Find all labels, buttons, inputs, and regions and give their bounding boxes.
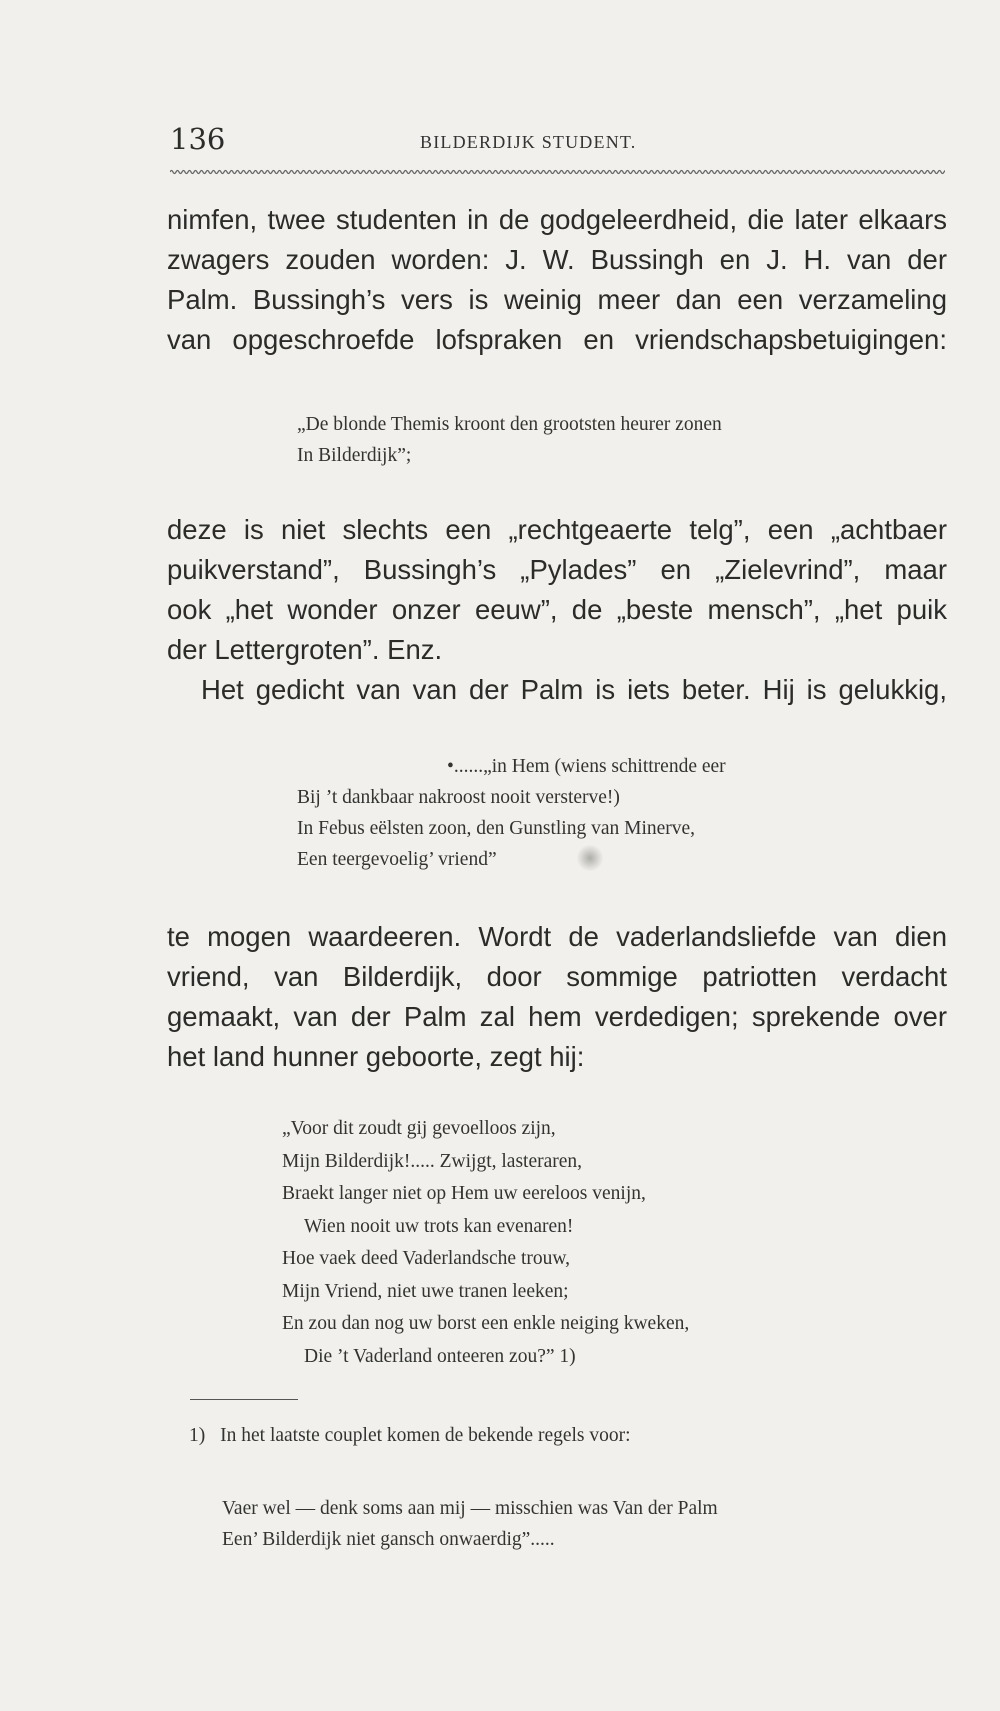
poem-line: Hoe vaek deed Vaderlandsche trouw, <box>282 1248 571 1269</box>
footnote <box>189 1425 631 1447</box>
poem-line: Die ’t Vaderland onteeren zou?” 1) <box>304 1345 576 1367</box>
poem-line: Mijn Bilderdijk!..... Zwijgt, lasteraren, <box>282 1150 583 1172</box>
ink-smudge <box>577 845 603 871</box>
quote-line: •......„in Hem (wiens schittrende eer <box>447 756 726 777</box>
footnote-marker: 1) <box>189 1425 206 1446</box>
text-line: nimfen, twee studenten in de godgeleerdheid, die later elkaars <box>167 204 947 235</box>
paragraph-2 <box>167 510 947 710</box>
paragraph-1 <box>167 200 947 360</box>
poem-line: En zou dan nog uw borst een enkle neiging kweken, <box>282 1313 690 1334</box>
footnote-text: In het laatste couplet komen de bekende regels voor: <box>220 1425 631 1446</box>
quote-line: Bij ’t dankbaar nakroost nooit versterve!) <box>297 787 620 808</box>
quote-line: In Bilderdijk”; <box>297 445 412 466</box>
footnote-rule <box>190 1399 298 1400</box>
running-title: BILDERDIJK STUDENT. <box>420 132 637 152</box>
footnote-quote <box>222 1493 718 1555</box>
text-line: te mogen waardeeren. Wordt de vaderlandsliefde van dien <box>167 921 947 952</box>
text-line: puikverstand”, Bussingh’s „Pylades” en „Zielevrind”, maar <box>167 554 947 585</box>
poem-line: Wien nooit uw trots kan evenaren! <box>304 1215 574 1237</box>
text-line: vriend, van Bilderdijk, door sommige patriotten verdacht <box>167 961 947 992</box>
text-line: zwagers zouden worden: J. W. Bussingh en J. H. van der <box>167 244 947 275</box>
quote-line: Vaer wel — denk soms aan mij — misschien was Van der Palm <box>222 1498 718 1519</box>
wavy-header-rule <box>170 166 945 178</box>
quote-line: In Febus eëlsten zoon, den Gunstling van Minerve, <box>297 818 696 839</box>
quote-line: „De blonde Themis kroont den grootsten heurer zonen <box>297 414 722 435</box>
page-number: 136 <box>170 122 226 156</box>
poem <box>282 1113 689 1373</box>
text-line: van opgeschroefde lofspraken en vriendschapsbetuigingen: <box>167 324 947 355</box>
paragraph-3 <box>167 917 947 1077</box>
poem-line: „Voor dit zoudt gij gevoelloos zijn, <box>282 1118 556 1139</box>
text-line: Het gedicht van van der Palm is iets beter. Hij is gelukkig, <box>201 674 947 705</box>
quote-line: Een’ Bilderdijk niet gansch onwaerdig”..... <box>222 1529 555 1550</box>
quote-themis <box>297 409 722 471</box>
text-line: Palm. Bussingh’s vers is weinig meer dan een verzameling <box>167 284 947 315</box>
poem-line: Braekt langer niet op Hem uw eereloos venijn, <box>282 1183 646 1204</box>
text-line: deze is niet slechts een „rechtgeaerte telg”, een „achtbaer <box>167 514 947 545</box>
text-line: het land hunner geboorte, zegt hij: <box>167 1041 585 1072</box>
poem-line: Mijn Vriend, niet uwe tranen leeken; <box>282 1280 569 1302</box>
quote-van-der-palm <box>297 751 726 875</box>
text-line: ook „het wonder onzer eeuw”, de „beste mensch”, „het puik <box>167 594 947 625</box>
page-header <box>170 122 945 162</box>
text-line: gemaakt, van der Palm zal hem verdedigen; sprekende over <box>167 1001 947 1032</box>
text-line: der Lettergroten”. Enz. <box>167 634 443 665</box>
quote-line: Een teergevoelig’ vriend” <box>297 849 497 870</box>
